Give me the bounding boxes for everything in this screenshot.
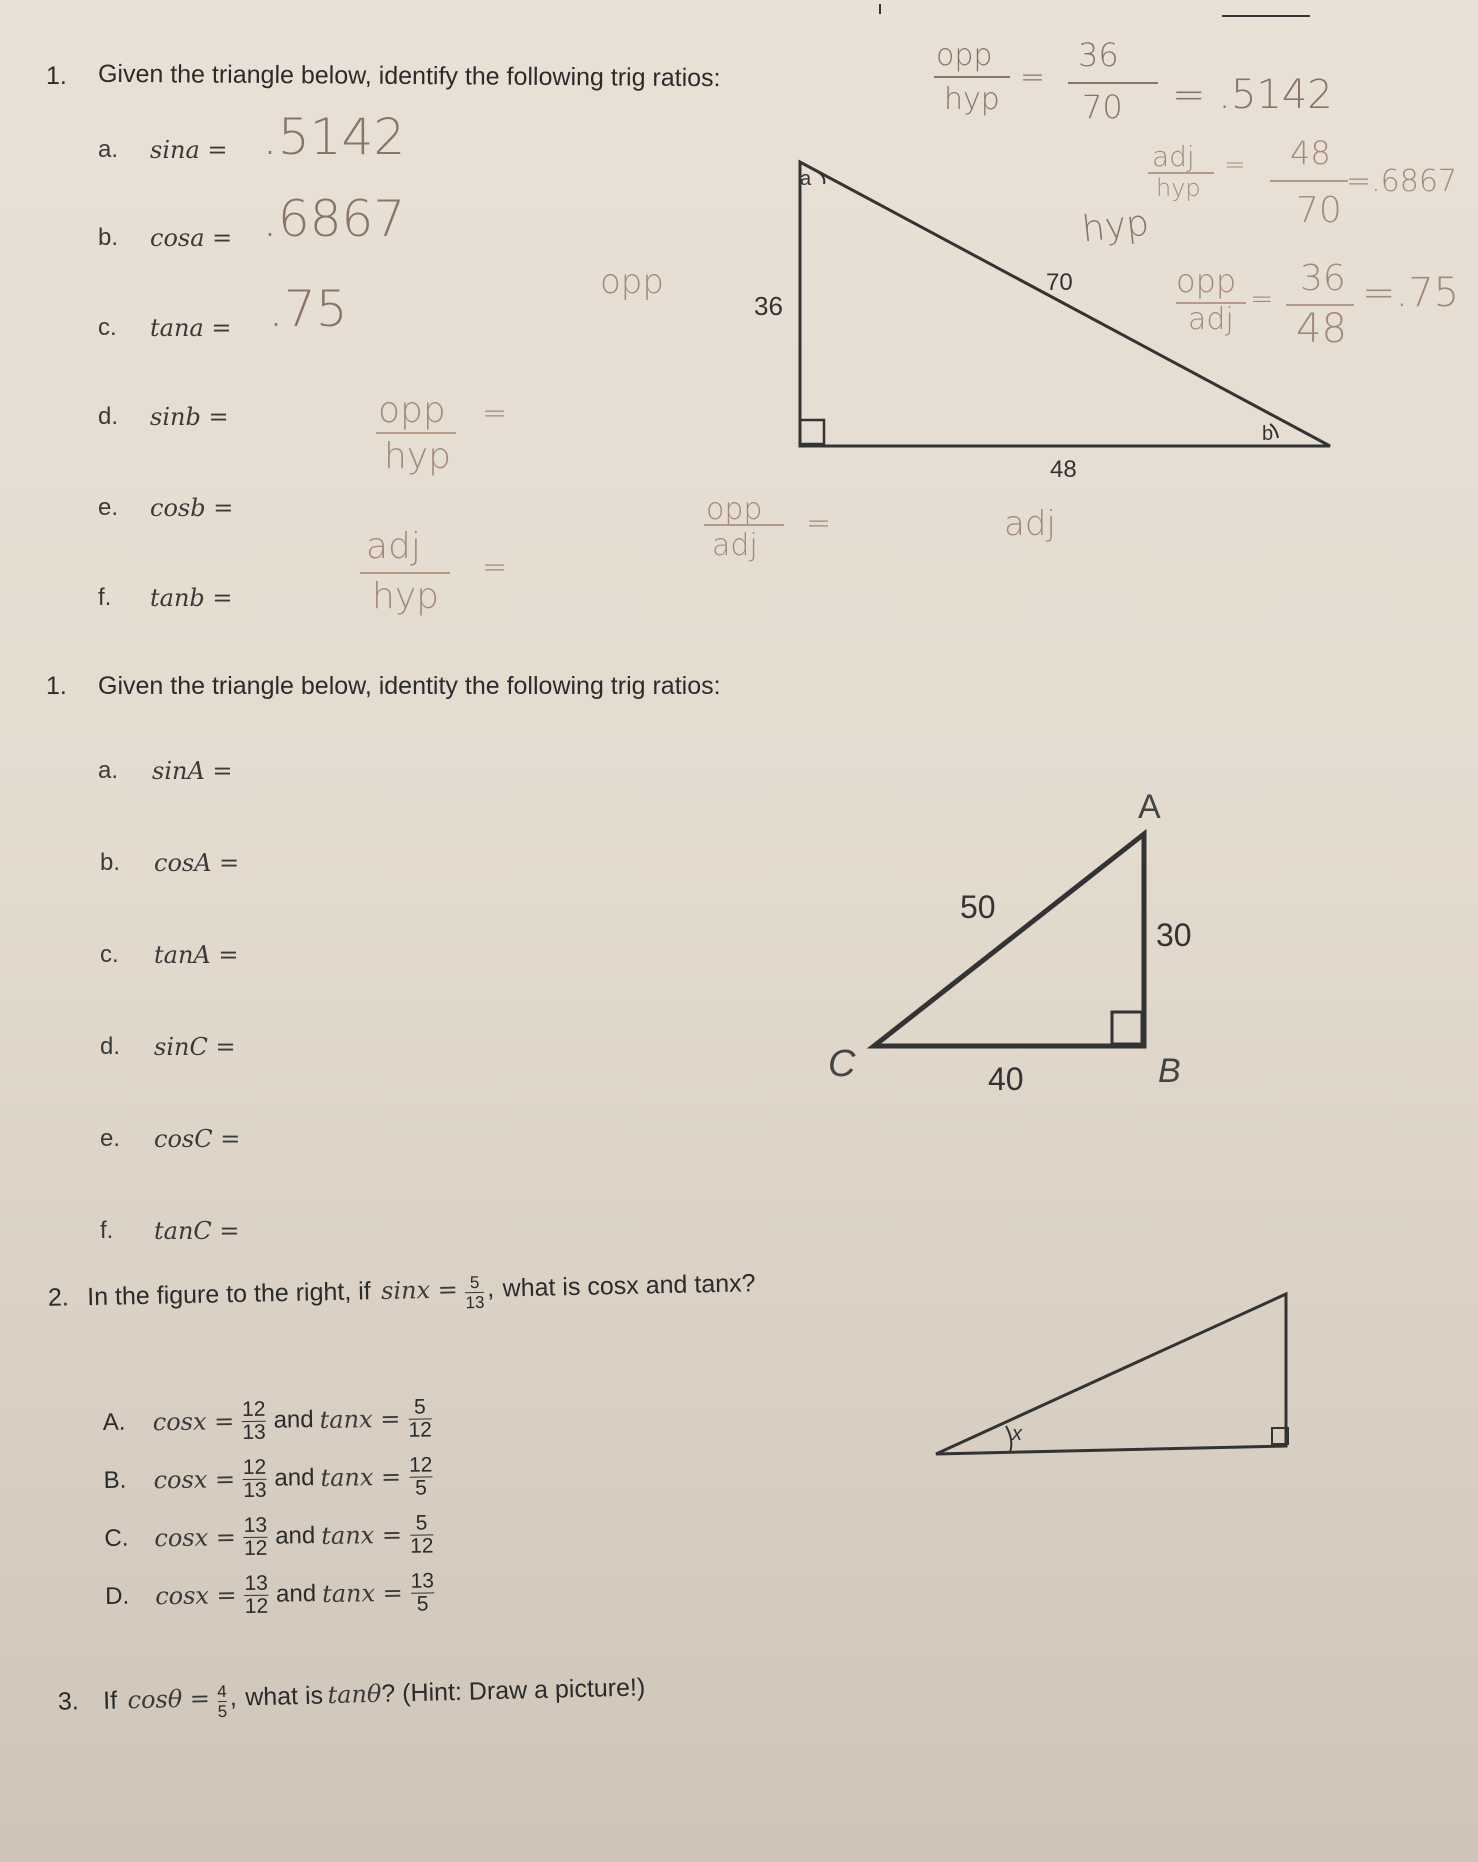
q1b-vertex-C: C [828, 1043, 856, 1085]
hw-hyp-label: hyp [1080, 202, 1151, 251]
hw-cos-val-den: 70 [1296, 190, 1342, 231]
q2-option-d[interactable] [105, 1563, 437, 1626]
hw-answer-c: .75 [268, 280, 348, 338]
q2-and: and [275, 1522, 316, 1550]
q2-tan-label: tanx = [321, 1578, 403, 1608]
q2-cos-fraction: 12 13 [242, 1455, 267, 1502]
q1-triangle-figure [0, 0, 1478, 700]
q3-prompt-post-b: ? (Hint: Draw a picture!) [381, 1673, 646, 1708]
q2-tan-fraction: 13 5 [410, 1568, 435, 1616]
hw-tan-val-den: 48 [1296, 306, 1347, 352]
q1b-side-base: 40 [988, 1061, 1024, 1097]
q1b-part-f-letter: f. [100, 1217, 114, 1244]
q2-cos-label: cosx = [152, 1407, 235, 1437]
page-top-marks [880, 4, 1310, 16]
q1-part-d-label: sinb = [150, 403, 229, 431]
q1b-triangle [874, 834, 1144, 1046]
q1-vertex-b: b [1262, 423, 1274, 445]
q1b-part-c-letter: c. [100, 941, 119, 968]
q2-tan-fraction: 12 5 [408, 1452, 433, 1500]
q3-cos-label: cosθ = [127, 1684, 211, 1715]
hw-tan-result: =.75 [1362, 270, 1460, 316]
hw-cos-result: =.6867 [1346, 164, 1458, 199]
q2-and: and [273, 1406, 314, 1434]
q1-part-e-letter: e. [98, 494, 119, 521]
q1-part-e-label: cosb = [150, 494, 234, 522]
q1b-part-b-letter: b. [100, 849, 121, 876]
q2-and: and [274, 1464, 315, 1492]
q2-sinx-label: sinx = [380, 1275, 459, 1305]
q2-number: 2. [47, 1283, 70, 1312]
q1b-part-a-label: sinA = [152, 757, 233, 785]
q3-prompt-post-a: what is [244, 1681, 324, 1712]
q1-right-angle-mark [800, 420, 824, 444]
q1-side-hyp: 70 [1046, 269, 1073, 296]
q1b-part-d-letter: d. [100, 1033, 121, 1060]
q2-frac-den: 13 [465, 1292, 485, 1313]
q1b-part-b-label: cosA = [154, 849, 240, 877]
q2-option-letter: D. [105, 1582, 130, 1610]
q2-triangle [936, 1294, 1286, 1454]
q3-prompt-pre: If [102, 1686, 118, 1715]
q1b-part-a-letter: a. [98, 757, 119, 784]
hw-sin-result: = .5142 [1172, 72, 1333, 118]
q3-prompt-row [58, 1672, 646, 1725]
q2-angle-x-label: x [1012, 1423, 1022, 1445]
hw-cos-den: hyp [1156, 174, 1201, 202]
q1b-part-e-label: cosC = [154, 1125, 241, 1153]
q2-option-letter: C. [104, 1524, 129, 1552]
q1b-side-hyp: 50 [960, 889, 996, 925]
q3-frac-den: 5 [217, 1701, 228, 1722]
q2-tan-fraction: 5 12 [408, 1394, 433, 1442]
hw-work-f-num: opp [706, 492, 763, 527]
hw-tan-num: opp [1176, 262, 1237, 300]
hw-answer-a: .5142 [262, 108, 406, 166]
q3-number: 3. [57, 1687, 80, 1716]
hw-work-e-eq: = [482, 550, 508, 585]
q2-and: and [275, 1580, 317, 1608]
q2-option-letter: B. [103, 1466, 127, 1495]
q2-triangle-figure [0, 1280, 1478, 1480]
hw-tan-eq: = [1250, 282, 1274, 315]
q1-part-b-label: cosa = [150, 224, 233, 252]
q2-angle-x-arc [1006, 1426, 1011, 1452]
q1-part-b-letter: b. [98, 224, 119, 251]
q1b-part-e-letter: e. [100, 1125, 121, 1152]
hw-sin-num: opp [936, 38, 993, 73]
q2-tan-fraction: 5 12 [409, 1510, 434, 1558]
hw-work-e-num: adj [366, 526, 421, 567]
q1b-number: 1. [46, 672, 67, 700]
hw-sin-val-num: 36 [1078, 36, 1119, 74]
hw-work-d-eq: = [482, 396, 508, 431]
q1b-part-c-label: tanA = [154, 941, 239, 969]
q1b-part-f-label: tanC = [154, 1217, 240, 1245]
hw-tan-den: adj [1188, 302, 1234, 337]
q2-cos-fraction: 13 12 [244, 1571, 269, 1618]
hw-work-f-den: adj [712, 528, 758, 563]
q2-prompt-post: what is cosx and tanx? [502, 1268, 756, 1303]
q2-cos-label: cosx = [154, 1523, 237, 1553]
q2-cos-label: cosx = [155, 1581, 237, 1611]
q2-prompt-pre: In the figure to the right, if [86, 1276, 371, 1311]
q1-part-f-label: tanb = [150, 584, 233, 612]
q1b-right-angle-mark [1112, 1012, 1142, 1044]
q2-cos-fraction: 13 12 [243, 1513, 268, 1560]
q2-tan-label: tanx = [320, 1462, 402, 1492]
q2-option-c[interactable] [104, 1505, 436, 1568]
q1-part-d-letter: d. [98, 403, 119, 430]
q1-part-c-label: tana = [150, 314, 232, 342]
q3-tan-label: tanθ [327, 1679, 382, 1710]
q2-cos-label: cosx = [153, 1465, 236, 1495]
q3-cos-fraction [217, 1682, 227, 1721]
hw-cos-eq: = [1224, 150, 1246, 180]
q2-tan-label: tanx = [321, 1520, 403, 1550]
q1-vertex-a: a [800, 168, 812, 190]
q1-triangle [800, 162, 1330, 446]
q1-number: 1. [46, 62, 67, 90]
q1b-vertex-B: B [1158, 1052, 1181, 1090]
hw-work-e-den: hyp [372, 576, 439, 617]
q1-side-opp: 36 [754, 291, 783, 321]
q1-prompt: Given the triangle below, identify the following trig ratios: [97, 59, 721, 93]
q1b-prompt: Given the triangle below, identity the following trig ratios: [98, 672, 721, 700]
hw-work-d-den: hyp [384, 436, 451, 477]
q1-part-a-letter: a. [98, 136, 119, 163]
q1b-side-vert: 30 [1156, 917, 1192, 953]
q3-frac-num: 4 [217, 1681, 227, 1702]
q1b-part-d-label: sinC = [154, 1033, 236, 1061]
hw-adj-label: adj [1004, 504, 1056, 544]
q1-part-c-letter: c. [98, 314, 117, 341]
hw-answer-b: .6867 [262, 190, 406, 248]
q2-cos-fraction: 12 13 [241, 1397, 266, 1444]
q2-tan-label: tanx = [319, 1404, 401, 1434]
q2-frac-num: 5 [469, 1272, 480, 1293]
hw-tan-val-num: 36 [1300, 258, 1346, 299]
hw-work-d-num: opp [378, 390, 446, 431]
q1-side-adj: 48 [1050, 456, 1077, 483]
hw-opp-label: opp [600, 262, 664, 302]
hw-cos-val-num: 48 [1290, 134, 1331, 172]
q3-comma: , [229, 1683, 238, 1712]
q2-option-letter: A. [102, 1408, 126, 1437]
q1b-triangle-figure [0, 790, 1478, 1110]
hw-sin-val-den: 70 [1082, 88, 1123, 126]
hw-work-f-eq: = [806, 506, 832, 541]
q1-part-f-letter: f. [98, 584, 112, 611]
hw-cos-num: adj [1152, 140, 1195, 173]
hw-sin-den: hyp [944, 82, 1000, 117]
q1b-vertex-A: A [1138, 790, 1161, 826]
q2-comma: , [486, 1274, 495, 1303]
q1-part-a-label: sina = [150, 136, 228, 164]
hw-sin-eq: = [1020, 60, 1046, 95]
